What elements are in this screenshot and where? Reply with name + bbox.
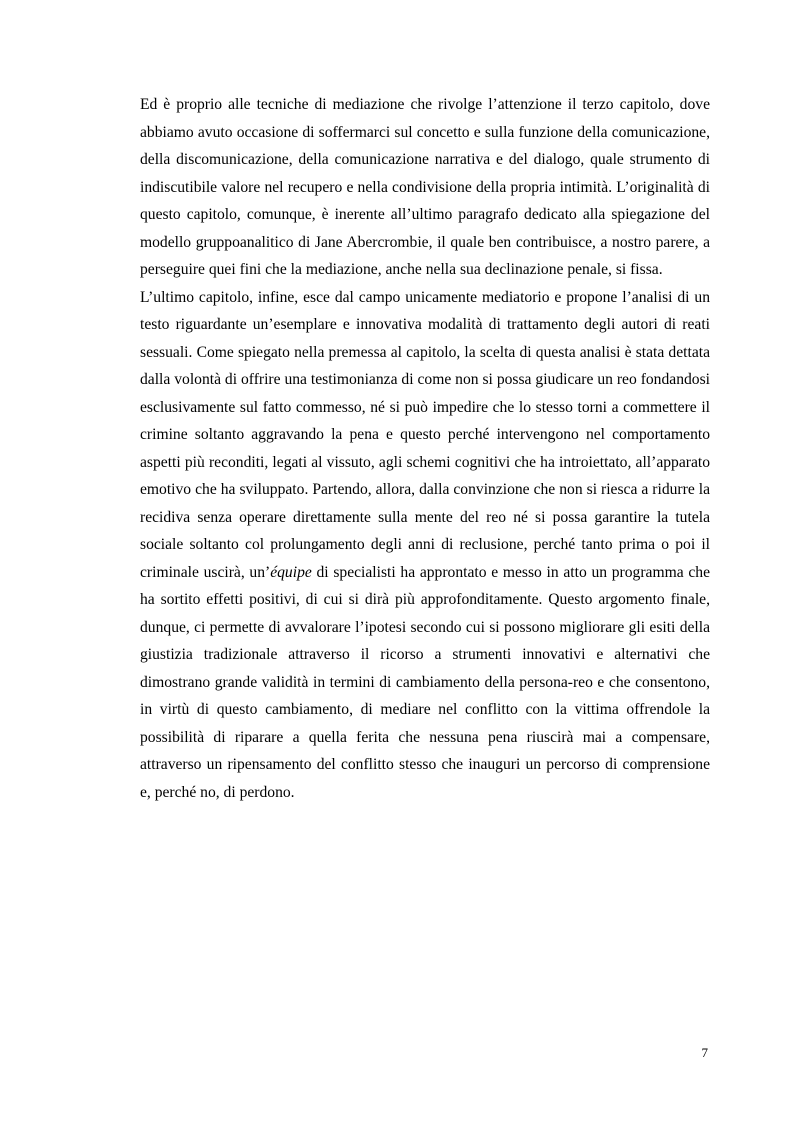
paragraph-text: L’ultimo capitolo, infine, esce dal campo unicamente mediatorio e propone l’analisi di un testo riguardante un’esemplare e innovativa modalità di trattamento degli autori di reati sessuali. Come spiegato nella premessa al capitolo, la scelta di questa analisi è stata dettata dalla volontà di offrire una testimonianza di come non si possa giudicare un reo fondandosi esclusivamente sul fatto commesso, né si può impedire che lo stesso torni a commettere il crimine soltanto aggravando la pena e questo perché intervengono nel comportamento aspetti più reconditi, legati al vissuto, agli schemi cognitivi che ha introiettato, all’apparato emotivo che ha sviluppato. Partendo, allora, dalla convinzione che non si riesca a ridurre la recidiva senza operare direttamente sulla mente del reo né si possa garantire la tutela sociale soltanto col prolungamento degli anni di reclusione, perché tanto prima o poi il criminale uscirà, un’ xyxy=(140,288,710,581)
paragraph-last-chapter xyxy=(140,284,710,807)
paragraph-text: Ed è proprio alle tecniche di mediazione che rivolge l’attenzione il terzo capitolo, dove abbiamo avuto occasione di soffermarci sul concetto e sulla funzione della comunicazione, della discomunicazione, della comunicazione narrativa e del dialogo, quale strumento di indiscutibile valore nel recupero e nella condivisione della propria intimità. L’originalità di questo capitolo, comunque, è inerente all’ultimo paragrafo dedicato alla spiegazione del modello gruppoanalitico di Jane Abercrombie, il quale ben contribuisce, a nostro parere, a perseguire quei fini che la mediazione, anche nella sua declinazione penale, si fissa. xyxy=(140,96,710,278)
page-number: 7 xyxy=(701,1045,708,1060)
paragraph-text: di specialisti ha approntato e messo in atto un programma che ha sortito effetti positivi, di cui si dirà più approfonditamente. Questo argomento finale, dunque, ci permette di avvalorare l’ipotesi secondo cui si possono migliorare gli esiti della giustizia tradizionale attraverso il ricorso a strumenti innovativi e alternativi che dimostrano grande validità in termini di cambiamento della persona-reo e che consentono, in virtù di questo cambiamento, di mediare nel conflitto con la vittima offrendole la possibilità di riparare a quella ferita che nessuna pena riuscirà mai a compensare, attraverso un ripensamento del conflitto stesso che inauguri un percorso di comprensione e, perché no, di perdono. xyxy=(140,563,710,801)
italic-term: équipe xyxy=(270,563,312,581)
body-text xyxy=(140,91,710,806)
paragraph-chapter-three xyxy=(140,91,710,284)
